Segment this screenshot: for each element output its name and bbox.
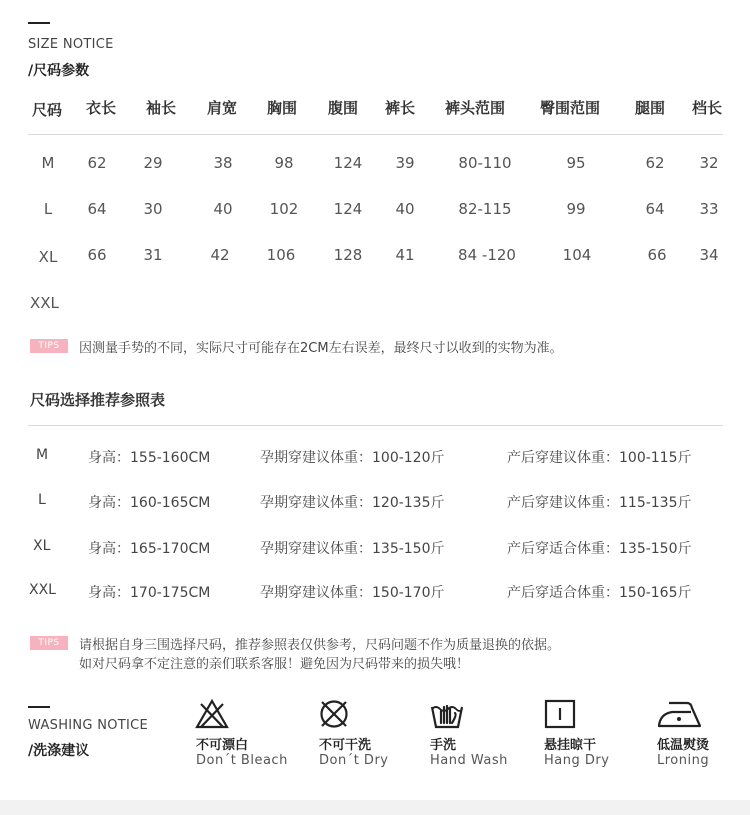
divider <box>28 134 723 135</box>
table-header: 胸围 <box>267 99 298 117</box>
wash-label-en: Don´t Bleach <box>196 753 288 768</box>
table-header: 袖长 <box>146 99 177 117</box>
table-cell: 32 <box>699 154 719 172</box>
table-cell: 33 <box>699 200 719 218</box>
wash-label-en: Lroning <box>657 753 710 768</box>
wash-label-cn: 悬挂晾干 <box>544 738 597 753</box>
size-notice-title-cn: /尺码参数 <box>28 63 90 79</box>
size-label: L <box>38 492 46 508</box>
pregnancy-weight: 孕期穿建议体重：150-170斤 <box>260 585 445 601</box>
table-cell: XL <box>38 248 58 266</box>
wash-label-cn: 不可漂白 <box>196 738 249 753</box>
table-cell: 38 <box>213 154 233 172</box>
table-cell: 62 <box>87 154 107 172</box>
no-bleach-icon <box>195 699 229 729</box>
table-header: 腿围 <box>635 99 666 117</box>
washing-notice-title-cn: /洗涤建议 <box>28 743 90 759</box>
recommend-title: 尺码选择推荐参照表 <box>30 391 166 409</box>
table-cell: 31 <box>143 246 163 264</box>
table-cell: 95 <box>566 154 586 172</box>
table-header: 肩宽 <box>207 99 238 117</box>
table-header: 尺码 <box>32 101 63 119</box>
hang-dry-icon <box>543 699 577 729</box>
table-cell: 84 -120 <box>458 246 516 264</box>
divider <box>28 425 723 426</box>
section-dash <box>28 706 50 708</box>
table-cell: M <box>41 154 55 172</box>
low-iron-icon <box>657 699 703 729</box>
pregnancy-weight: 孕期穿建议体重：120-135斤 <box>260 495 445 511</box>
wash-label-cn: 手洗 <box>430 738 457 753</box>
table-cell: 30 <box>143 200 163 218</box>
table-cell: 124 <box>333 154 363 172</box>
tips-badge: TIPS <box>30 339 68 353</box>
tips-text-line1: 请根据自身三围选择尺码，推荐参照表仅供参考，尺码问题不作为质量退换的依据。 <box>79 638 561 653</box>
table-cell: 124 <box>333 200 363 218</box>
table-cell: 102 <box>269 200 299 218</box>
table-cell: 34 <box>699 246 719 264</box>
table-cell: 99 <box>566 200 586 218</box>
height-range: 身高：170-175CM <box>88 585 211 601</box>
table-header: 裤长 <box>385 99 416 117</box>
no-dry-clean-icon <box>317 699 351 729</box>
size-label: XXL <box>29 582 56 598</box>
wash-label-cn: 低温熨烫 <box>657 738 710 753</box>
table-cell: 64 <box>645 200 665 218</box>
pregnancy-weight: 孕期穿建议体重：100-120斤 <box>260 450 445 466</box>
table-cell: 98 <box>274 154 294 172</box>
pregnancy-weight: 孕期穿建议体重：135-150斤 <box>260 541 445 557</box>
hand-wash-icon <box>430 699 464 729</box>
table-cell: 62 <box>645 154 665 172</box>
wash-label-en: Hang Dry <box>544 753 610 768</box>
postpartum-weight: 产后穿建议体重：100-115斤 <box>507 450 692 466</box>
table-cell: 39 <box>395 154 415 172</box>
table-cell: 104 <box>562 246 592 264</box>
table-cell: 40 <box>213 200 233 218</box>
height-range: 身高：160-165CM <box>88 495 211 511</box>
section-dash <box>28 22 50 24</box>
postpartum-weight: 产后穿建议体重：115-135斤 <box>507 495 692 511</box>
table-cell: 40 <box>395 200 415 218</box>
postpartum-weight: 产后穿适合体重：135-150斤 <box>507 541 692 557</box>
table-cell: XXL <box>30 294 59 312</box>
table-cell: 106 <box>266 246 296 264</box>
size-label: M <box>36 447 49 463</box>
postpartum-weight: 产后穿适合体重：150-165斤 <box>507 585 692 601</box>
table-cell: 80-110 <box>458 154 512 172</box>
table-header: 档长 <box>692 99 723 117</box>
height-range: 身高：155-160CM <box>88 450 211 466</box>
table-cell: 128 <box>333 246 363 264</box>
table-cell: 64 <box>87 200 107 218</box>
size-notice-title-en: SIZE NOTICE <box>28 37 114 52</box>
table-header: 裤头范围 <box>445 99 506 117</box>
tips-badge: TIPS <box>30 636 68 650</box>
table-header: 衣长 <box>86 99 117 117</box>
table-cell: 41 <box>395 246 415 264</box>
wash-label-en: Hand Wash <box>430 753 508 768</box>
size-label: XL <box>33 538 51 554</box>
tips-text: 因测量手势的不同，实际尺寸可能存在2CM左右误差，最终尺寸以收到的实物为准。 <box>79 341 563 356</box>
washing-notice-title-en: WASHING NOTICE <box>28 718 149 733</box>
wash-label-en: Don´t Dry <box>319 753 389 768</box>
wash-label-cn: 不可干洗 <box>319 738 372 753</box>
table-header: 腹围 <box>328 99 359 117</box>
table-cell: L <box>43 200 53 218</box>
height-range: 身高：165-170CM <box>88 541 211 557</box>
table-cell: 66 <box>87 246 107 264</box>
table-cell: 66 <box>647 246 667 264</box>
bottom-bar <box>0 800 750 815</box>
tips-text-line2: 如对尺码拿不定注意的亲们联系客服！避免因为尺码带来的损失哦！ <box>79 657 470 672</box>
table-cell: 29 <box>143 154 163 172</box>
table-cell: 42 <box>210 246 230 264</box>
table-cell: 82-115 <box>458 200 512 218</box>
table-header: 臀围范围 <box>540 99 601 117</box>
